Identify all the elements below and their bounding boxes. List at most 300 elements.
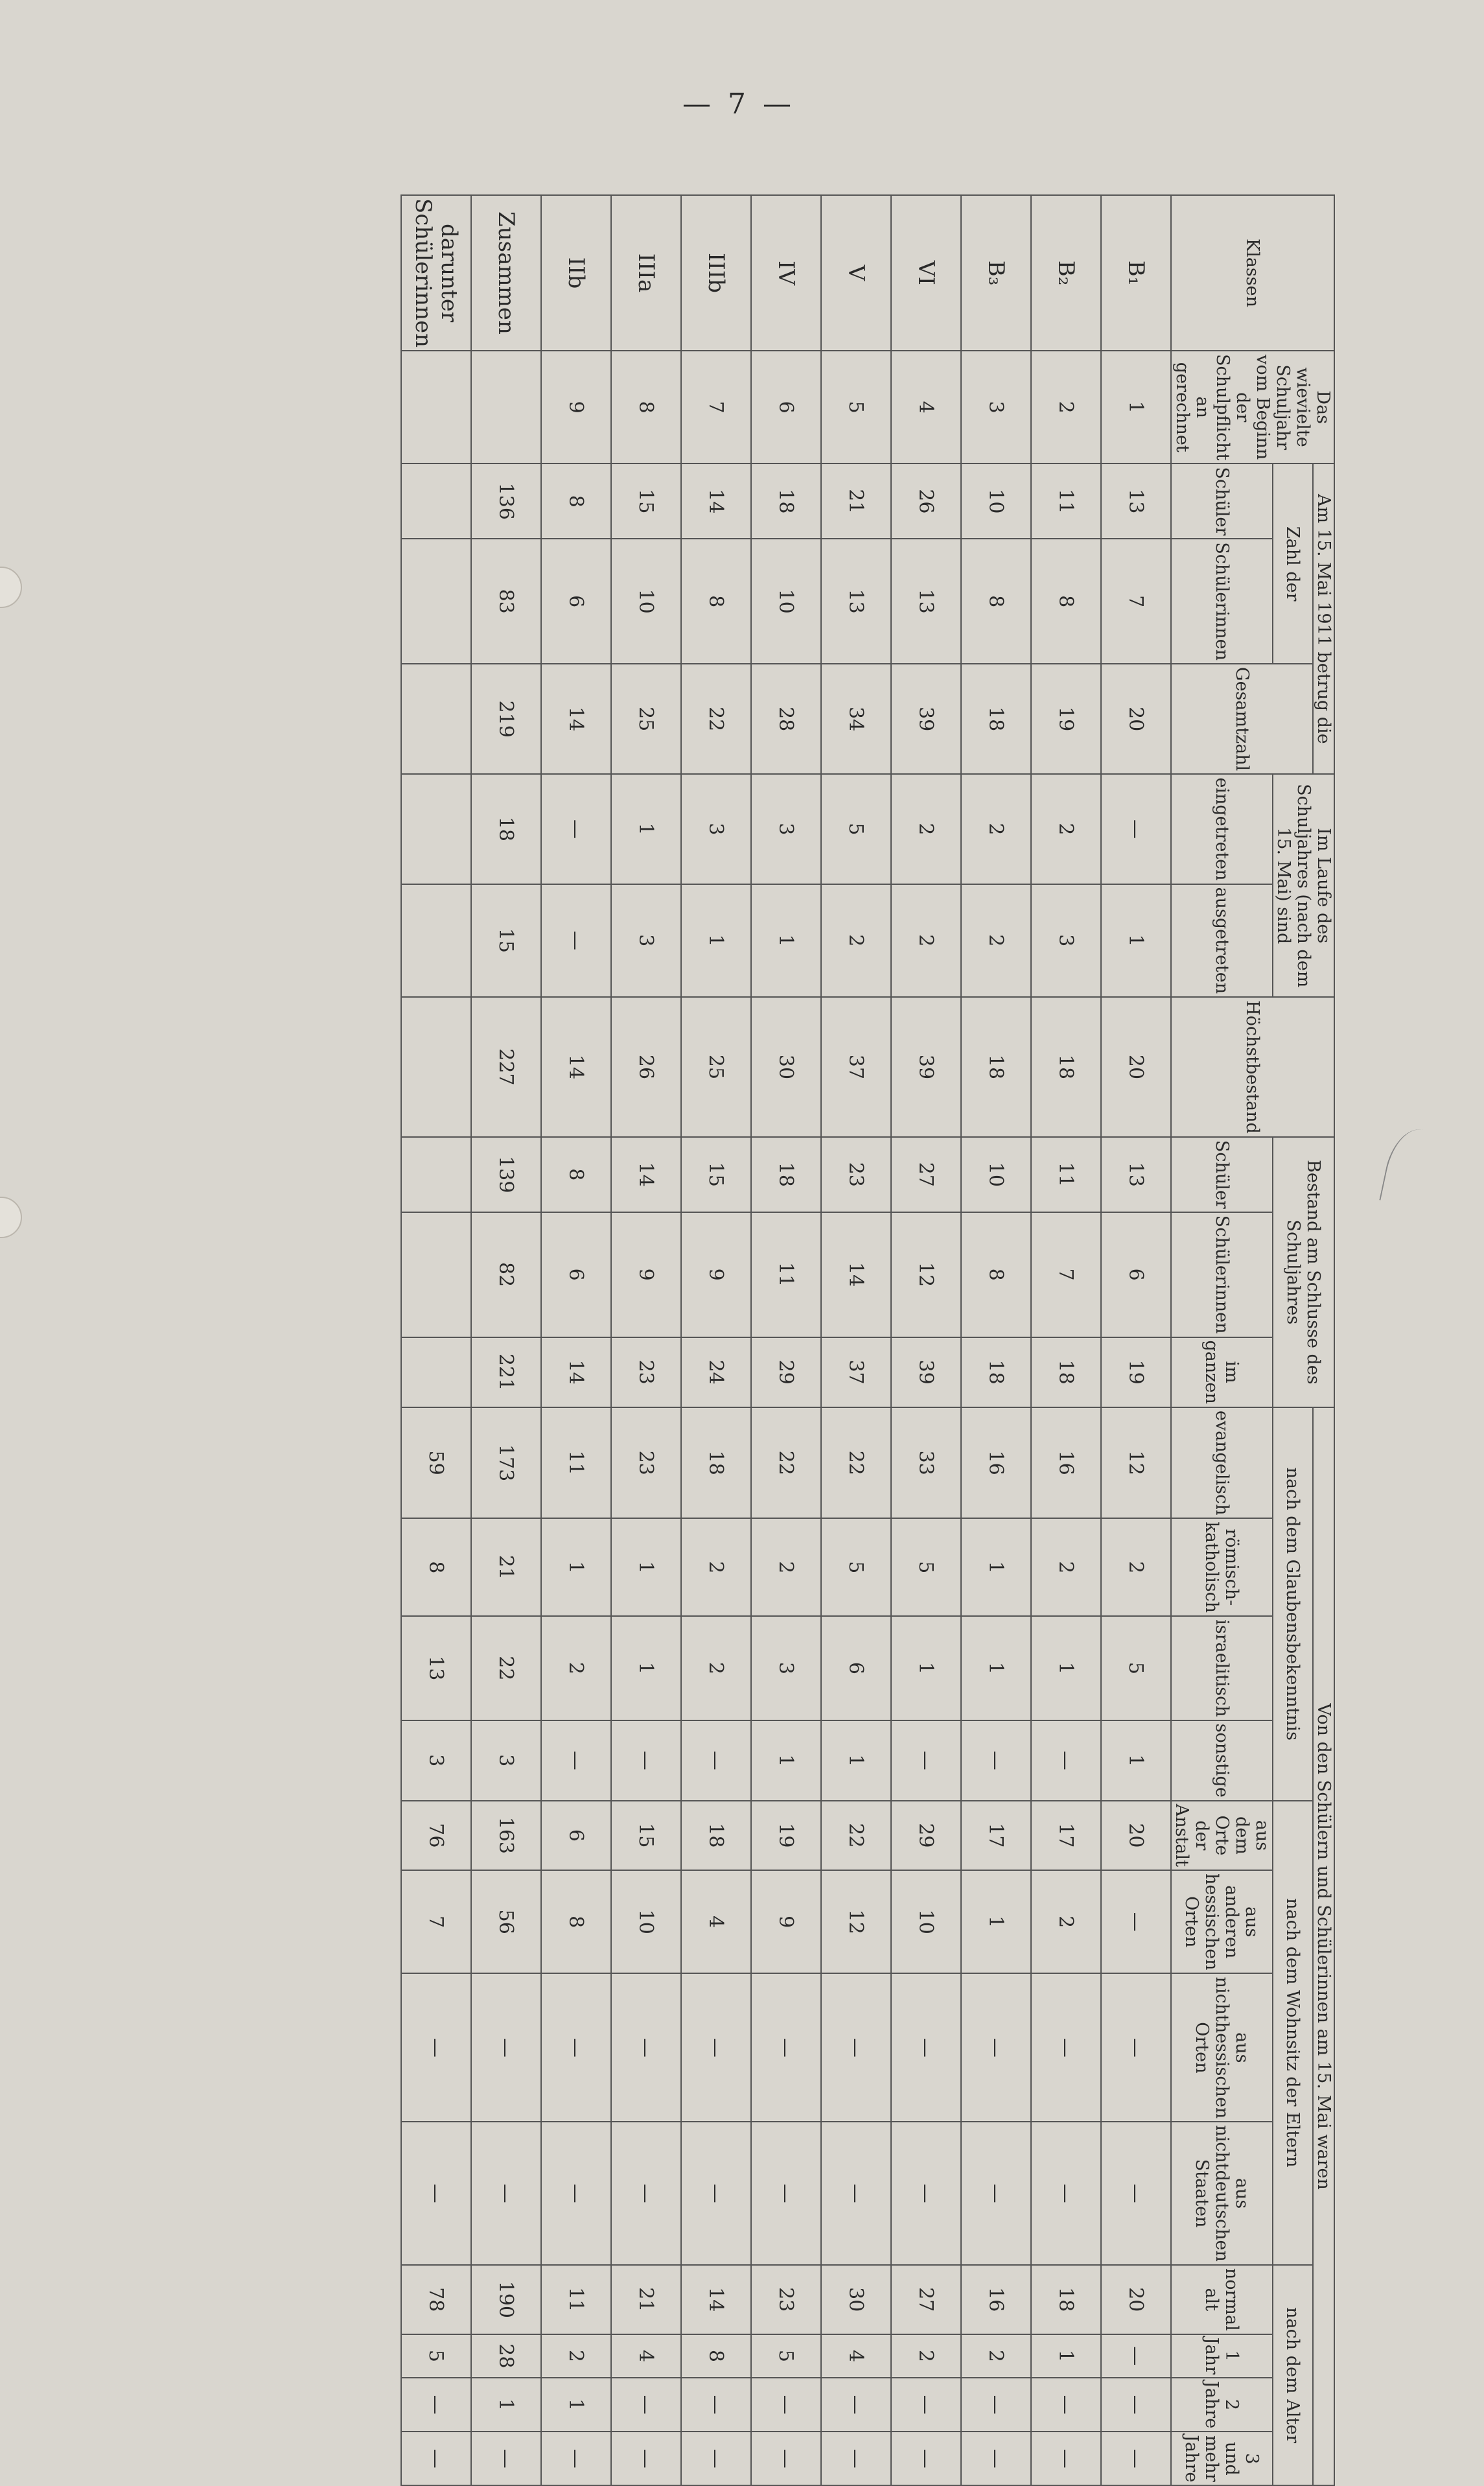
cell-nor: 27 [891, 2265, 961, 2334]
cell-nh: — [961, 1973, 1031, 2122]
cell-nh: — [821, 1973, 891, 2122]
cell-ein: — [1101, 774, 1171, 884]
cell-a2: 1 [471, 2378, 541, 2432]
cell-si: 13 [891, 539, 961, 664]
cell-ev: 12 [1101, 1407, 1171, 1519]
cell-ev: 18 [681, 1407, 751, 1519]
cell-ort: 6 [541, 1801, 611, 1870]
cell-kat: 1 [541, 1518, 611, 1616]
cell-a3: — [401, 2432, 471, 2485]
table-body [401, 195, 1171, 2485]
cell-s: 21 [821, 463, 891, 539]
cell-son: — [541, 1720, 611, 1801]
col-sonstige: sonstige [1171, 1720, 1273, 1801]
cell-bsi [401, 1212, 471, 1337]
cell-nd: — [1031, 2122, 1101, 2265]
cell-aus: 1 [1101, 884, 1171, 998]
col-3-jahre: 3 und mehr Jahre [1171, 2432, 1273, 2485]
table-row [891, 195, 961, 2485]
cell-nd: — [681, 2122, 751, 2265]
cell-g: 34 [821, 664, 891, 774]
cell-ein [401, 774, 471, 884]
cell-a1: 2 [891, 2334, 961, 2378]
cell-klasse: VI [891, 195, 961, 351]
cell-bsi: 11 [751, 1212, 821, 1337]
cell-nh: — [401, 1973, 471, 2122]
cell-a3: — [891, 2432, 961, 2485]
cell-nd: — [751, 2122, 821, 2265]
cell-g: 28 [751, 664, 821, 774]
cell-a3: — [751, 2432, 821, 2485]
cell-bg: 18 [1031, 1337, 1101, 1407]
col-aus-dem-orte: aus dem Orte der Anstalt [1171, 1801, 1273, 1870]
cell-nor: 16 [961, 2265, 1031, 2334]
cell-aus: 3 [1031, 884, 1101, 998]
cell-isr: 5 [1101, 1616, 1171, 1720]
col-von-den: Von den Schülern und Schülerinnen am 15. Mai waren [1313, 1407, 1334, 2486]
cell-nor: 11 [541, 2265, 611, 2334]
cell-kat: 2 [1031, 1518, 1101, 1616]
cell-ev: 16 [1031, 1407, 1101, 1519]
cell-sj: 1 [1101, 351, 1171, 463]
cell-a1: — [1101, 2334, 1171, 2378]
cell-si: 10 [751, 539, 821, 664]
cell-si: 13 [821, 539, 891, 664]
cell-a3: — [611, 2432, 681, 2485]
cell-hess: 8 [541, 1870, 611, 1973]
cell-g: 20 [1101, 664, 1171, 774]
col-hoechststand: Höchstbestand [1171, 997, 1334, 1137]
col-2-jahre: 2 Jahre [1171, 2378, 1273, 2432]
cell-s: 10 [961, 463, 1031, 539]
cell-nh: — [681, 1973, 751, 2122]
col-israelitisch: israelitisch [1171, 1616, 1273, 1720]
cell-nor: 78 [401, 2265, 471, 2334]
cell-sj: 9 [541, 351, 611, 463]
cell-bg: 19 [1101, 1337, 1171, 1407]
cell-aus: — [541, 884, 611, 998]
cell-nor: 18 [1031, 2265, 1101, 2334]
cell-kat: 2 [751, 1518, 821, 1616]
cell-a2: — [681, 2378, 751, 2432]
cell-aus: 3 [611, 884, 681, 998]
cell-son: — [891, 1720, 961, 1801]
cell-isr: 22 [471, 1616, 541, 1720]
cell-s: 13 [1101, 463, 1171, 539]
col-wohnsitz: nach dem Wohnsitz der Eltern [1273, 1801, 1313, 2265]
cell-aus: 2 [891, 884, 961, 998]
col-klassen: Klassen [1171, 195, 1334, 351]
cell-ev: 23 [611, 1407, 681, 1519]
cell-klasse: B₂ [1031, 195, 1101, 351]
cell-nor: 20 [1101, 2265, 1171, 2334]
pencil-mark [1379, 1124, 1441, 1210]
cell-a3: — [541, 2432, 611, 2485]
cell-sj [401, 351, 471, 463]
cell-ort: 29 [891, 1801, 961, 1870]
cell-ort: 15 [611, 1801, 681, 1870]
table-row [821, 195, 891, 2485]
cell-nor: 21 [611, 2265, 681, 2334]
cell-hess: — [1101, 1870, 1171, 1973]
cell-a2: — [891, 2378, 961, 2432]
cell-hb: 20 [1101, 997, 1171, 1137]
cell-klasse: IIIa [611, 195, 681, 351]
cell-a2: — [1101, 2378, 1171, 2432]
table-row [681, 195, 751, 2485]
col-alter: nach dem Alter [1273, 2265, 1313, 2486]
cell-a1: 2 [541, 2334, 611, 2378]
cell-a1: 4 [821, 2334, 891, 2378]
cell-hess: 4 [681, 1870, 751, 1973]
cell-a2: 1 [541, 2378, 611, 2432]
cell-bsi: 12 [891, 1212, 961, 1337]
cell-nd: — [891, 2122, 961, 2265]
cell-bg [401, 1337, 471, 1407]
cell-isr: 1 [611, 1616, 681, 1720]
cell-bs: 27 [891, 1137, 961, 1212]
cell-kat: 1 [611, 1518, 681, 1616]
cell-sj: 4 [891, 351, 961, 463]
col-eingetreten: eingetreten [1171, 774, 1273, 884]
cell-klasse: IIb [541, 195, 611, 351]
cell-nh: — [1101, 1973, 1171, 2122]
cell-hess: 56 [471, 1870, 541, 1973]
punch-hole [0, 567, 22, 608]
cell-a1: 5 [401, 2334, 471, 2378]
cell-bs: 10 [961, 1137, 1031, 1212]
col-ausgetreten: ausgetreten [1171, 884, 1273, 998]
cell-bsi: 9 [681, 1212, 751, 1337]
cell-klasse: V [821, 195, 891, 351]
cell-bs: 13 [1101, 1137, 1171, 1212]
cell-klasse: IV [751, 195, 821, 351]
cell-bs: 8 [541, 1137, 611, 1212]
cell-nd: — [541, 2122, 611, 2265]
cell-nd: — [471, 2122, 541, 2265]
cell-bsi: 6 [1101, 1212, 1171, 1337]
cell-bg: 18 [961, 1337, 1031, 1407]
cell-hb: 26 [611, 997, 681, 1137]
cell-bg: 29 [751, 1337, 821, 1407]
cell-ein: — [541, 774, 611, 884]
cell-bg: 24 [681, 1337, 751, 1407]
cell-isr: 13 [401, 1616, 471, 1720]
cell-isr: 1 [891, 1616, 961, 1720]
cell-hess: 10 [891, 1870, 961, 1973]
cell-son: — [1031, 1720, 1101, 1801]
cell-s: 15 [611, 463, 681, 539]
cell-ort: 19 [751, 1801, 821, 1870]
punch-hole [0, 1197, 22, 1238]
col-gesamtzahl: Gesamtzahl [1171, 664, 1313, 774]
cell-aus: 2 [961, 884, 1031, 998]
cell-nd: — [821, 2122, 891, 2265]
col-zahl-der: Zahl der [1273, 463, 1313, 664]
col-nicht-deutsch: aus nichtdeutschen Staaten [1171, 2122, 1273, 2265]
cell-bg: 39 [891, 1337, 961, 1407]
cell-g: 219 [471, 664, 541, 774]
page-number: — 7 — [682, 88, 795, 121]
cell-bsi: 82 [471, 1212, 541, 1337]
cell-g: 18 [961, 664, 1031, 774]
cell-s: 18 [751, 463, 821, 539]
cell-kat: 2 [1101, 1518, 1171, 1616]
cell-g: 39 [891, 664, 961, 774]
cell-a3: — [1101, 2432, 1171, 2485]
cell-a2: — [961, 2378, 1031, 2432]
cell-sj: 2 [1031, 351, 1101, 463]
cell-si: 8 [681, 539, 751, 664]
cell-bs: 15 [681, 1137, 751, 1212]
cell-nh: — [891, 1973, 961, 2122]
cell-s: 8 [541, 463, 611, 539]
cell-kat: 5 [891, 1518, 961, 1616]
cell-nor: 190 [471, 2265, 541, 2334]
cell-isr: 1 [961, 1616, 1031, 1720]
cell-ev: 59 [401, 1407, 471, 1519]
cell-a3: — [1031, 2432, 1101, 2485]
cell-hb: 227 [471, 997, 541, 1137]
cell-bg: 37 [821, 1337, 891, 1407]
cell-ev: 22 [751, 1407, 821, 1519]
table-row [1031, 195, 1101, 2485]
cell-nh: — [611, 1973, 681, 2122]
cell-ein: 3 [751, 774, 821, 884]
cell-isr: 2 [681, 1616, 751, 1720]
cell-son: 1 [751, 1720, 821, 1801]
cell-son: 3 [401, 1720, 471, 1801]
cell-ein: 2 [961, 774, 1031, 884]
cell-isr: 6 [821, 1616, 891, 1720]
cell-son: 1 [1101, 1720, 1171, 1801]
cell-son: 1 [821, 1720, 891, 1801]
cell-hb: 18 [1031, 997, 1101, 1137]
cell-s [401, 463, 471, 539]
cell-son: — [961, 1720, 1031, 1801]
cell-a3: — [681, 2432, 751, 2485]
cell-ein: 3 [681, 774, 751, 884]
cell-ort: 76 [401, 1801, 471, 1870]
rotated-table-block [214, 194, 1335, 2483]
cell-hess: 2 [1031, 1870, 1101, 1973]
cell-hess: 12 [821, 1870, 891, 1973]
cell-a2: — [1031, 2378, 1101, 2432]
cell-g [401, 664, 471, 774]
cell-hb: 18 [961, 997, 1031, 1137]
cell-nh: — [471, 1973, 541, 2122]
cell-nd: — [961, 2122, 1031, 2265]
cell-nh: — [541, 1973, 611, 2122]
cell-g: 22 [681, 664, 751, 774]
cell-bs: 18 [751, 1137, 821, 1212]
cell-ein: 18 [471, 774, 541, 884]
cell-bs: 14 [611, 1137, 681, 1212]
cell-a2: — [401, 2378, 471, 2432]
cell-klasse: Zusammen [471, 195, 541, 351]
cell-hb: 14 [541, 997, 611, 1137]
col-katholisch: römisch-katholisch [1171, 1518, 1273, 1616]
col-schluss-schuelerinnen: Schülerinnen [1171, 1212, 1273, 1337]
col-laufe: Im Laufe des Schuljahres (nach dem 15. Mai) sind [1273, 774, 1334, 997]
cell-bs: 139 [471, 1137, 541, 1212]
cell-ev: 33 [891, 1407, 961, 1519]
cell-s: 136 [471, 463, 541, 539]
col-schuelerinnen: Schülerinnen [1171, 539, 1273, 664]
cell-a1: 2 [961, 2334, 1031, 2378]
cell-klasse: B₁ [1101, 195, 1171, 351]
cell-bsi: 6 [541, 1212, 611, 1337]
col-schueler: Schüler [1171, 463, 1273, 539]
table-row [401, 195, 471, 2485]
cell-nd: — [611, 2122, 681, 2265]
cell-nor: 23 [751, 2265, 821, 2334]
cell-a1: 4 [611, 2334, 681, 2378]
cell-g: 19 [1031, 664, 1101, 774]
cell-aus: 2 [821, 884, 891, 998]
cell-nh: — [751, 1973, 821, 2122]
cell-nor: 30 [821, 2265, 891, 2334]
cell-hb: 30 [751, 997, 821, 1137]
col-normal: normal alt [1171, 2265, 1273, 2334]
cell-bs: 11 [1031, 1137, 1101, 1212]
cell-kat: 5 [821, 1518, 891, 1616]
cell-klasse: IIIb [681, 195, 751, 351]
cell-si: 7 [1101, 539, 1171, 664]
cell-hb: 37 [821, 997, 891, 1137]
cell-kat: 2 [681, 1518, 751, 1616]
cell-bsi: 8 [961, 1212, 1031, 1337]
col-schluss-schueler: Schüler [1171, 1137, 1273, 1212]
cell-hess: 9 [751, 1870, 821, 1973]
cell-a3: — [471, 2432, 541, 2485]
statistics-table [400, 194, 1335, 2486]
table-row [961, 195, 1031, 2485]
col-im-ganzen: im ganzen [1171, 1337, 1273, 1407]
cell-s: 14 [681, 463, 751, 539]
table-row [751, 195, 821, 2485]
cell-sj: 3 [961, 351, 1031, 463]
cell-sj: 7 [681, 351, 751, 463]
cell-bg: 221 [471, 1337, 541, 1407]
cell-hb: 25 [681, 997, 751, 1137]
cell-hess: 7 [401, 1870, 471, 1973]
cell-ein: 2 [891, 774, 961, 884]
table-row [611, 195, 681, 2485]
cell-sj: 5 [821, 351, 891, 463]
cell-ein: 1 [611, 774, 681, 884]
cell-ev: 22 [821, 1407, 891, 1519]
cell-son: — [681, 1720, 751, 1801]
cell-ein: 5 [821, 774, 891, 884]
col-bestand-15mai: Am 15. Mai 1911 betrug die [1313, 463, 1334, 774]
col-schuljahr: Das wievielte Schuljahr vom Beginn der Schulpflicht an gerechnet [1171, 351, 1334, 463]
cell-bg: 23 [611, 1337, 681, 1407]
cell-hb: 39 [891, 997, 961, 1137]
table-row [471, 195, 541, 2485]
cell-si: 8 [961, 539, 1031, 664]
cell-isr: 1 [1031, 1616, 1101, 1720]
cell-aus: 1 [751, 884, 821, 998]
cell-son: 3 [471, 1720, 541, 1801]
cell-a1: 8 [681, 2334, 751, 2378]
cell-ev: 16 [961, 1407, 1031, 1519]
cell-ort: 22 [821, 1801, 891, 1870]
cell-isr: 2 [541, 1616, 611, 1720]
cell-kat: 21 [471, 1518, 541, 1616]
cell-ort: 20 [1101, 1801, 1171, 1870]
col-glauben: nach dem Glaubensbekenntnis [1273, 1407, 1313, 1801]
cell-ort: 17 [961, 1801, 1031, 1870]
cell-a2: — [821, 2378, 891, 2432]
cell-aus: 15 [471, 884, 541, 998]
cell-klasse: B₃ [961, 195, 1031, 351]
cell-aus: 1 [681, 884, 751, 998]
cell-si: 10 [611, 539, 681, 664]
cell-kat: 8 [401, 1518, 471, 1616]
col-1-jahr: 1 Jahr [1171, 2334, 1273, 2378]
cell-bs [401, 1137, 471, 1212]
cell-g: 25 [611, 664, 681, 774]
cell-a2: — [611, 2378, 681, 2432]
cell-klasse: darunter Schülerinnen [401, 195, 471, 351]
cell-bsi: 7 [1031, 1212, 1101, 1337]
cell-a1: 5 [751, 2334, 821, 2378]
cell-nor: 14 [681, 2265, 751, 2334]
col-aus-anderen: aus anderen hessischen Orten [1171, 1870, 1273, 1973]
cell-bsi: 14 [821, 1212, 891, 1337]
cell-son: — [611, 1720, 681, 1801]
cell-bs: 23 [821, 1137, 891, 1212]
cell-kat: 1 [961, 1518, 1031, 1616]
cell-ein: 2 [1031, 774, 1101, 884]
table-row [1101, 195, 1171, 2485]
table-row [541, 195, 611, 2485]
cell-bsi: 9 [611, 1212, 681, 1337]
cell-g: 14 [541, 664, 611, 774]
cell-nh: — [1031, 1973, 1101, 2122]
col-nicht-hess: aus nichthessischen Orten [1171, 1973, 1273, 2122]
cell-hess: 10 [611, 1870, 681, 1973]
cell-s: 11 [1031, 463, 1101, 539]
cell-nd: — [401, 2122, 471, 2265]
cell-si: 6 [541, 539, 611, 664]
cell-sj: 6 [751, 351, 821, 463]
cell-hb [401, 997, 471, 1137]
col-bestand-schluss: Bestand am Schlusse des Schuljahres [1273, 1137, 1334, 1407]
cell-s: 26 [891, 463, 961, 539]
cell-hess: 1 [961, 1870, 1031, 1973]
cell-isr: 3 [751, 1616, 821, 1720]
col-evangelisch: evangelisch [1171, 1407, 1273, 1519]
cell-ort: 163 [471, 1801, 541, 1870]
cell-ev: 173 [471, 1407, 541, 1519]
cell-ort: 17 [1031, 1801, 1101, 1870]
cell-si: 8 [1031, 539, 1101, 664]
cell-aus [401, 884, 471, 998]
cell-nd: — [1101, 2122, 1171, 2265]
cell-ev: 11 [541, 1407, 611, 1519]
cell-a1: 1 [1031, 2334, 1101, 2378]
cell-sj: 8 [611, 351, 681, 463]
cell-a1: 28 [471, 2334, 541, 2378]
cell-si: 83 [471, 539, 541, 664]
cell-a3: — [821, 2432, 891, 2485]
cell-si [401, 539, 471, 664]
cell-a3: — [961, 2432, 1031, 2485]
cell-ort: 18 [681, 1801, 751, 1870]
cell-a2: — [751, 2378, 821, 2432]
